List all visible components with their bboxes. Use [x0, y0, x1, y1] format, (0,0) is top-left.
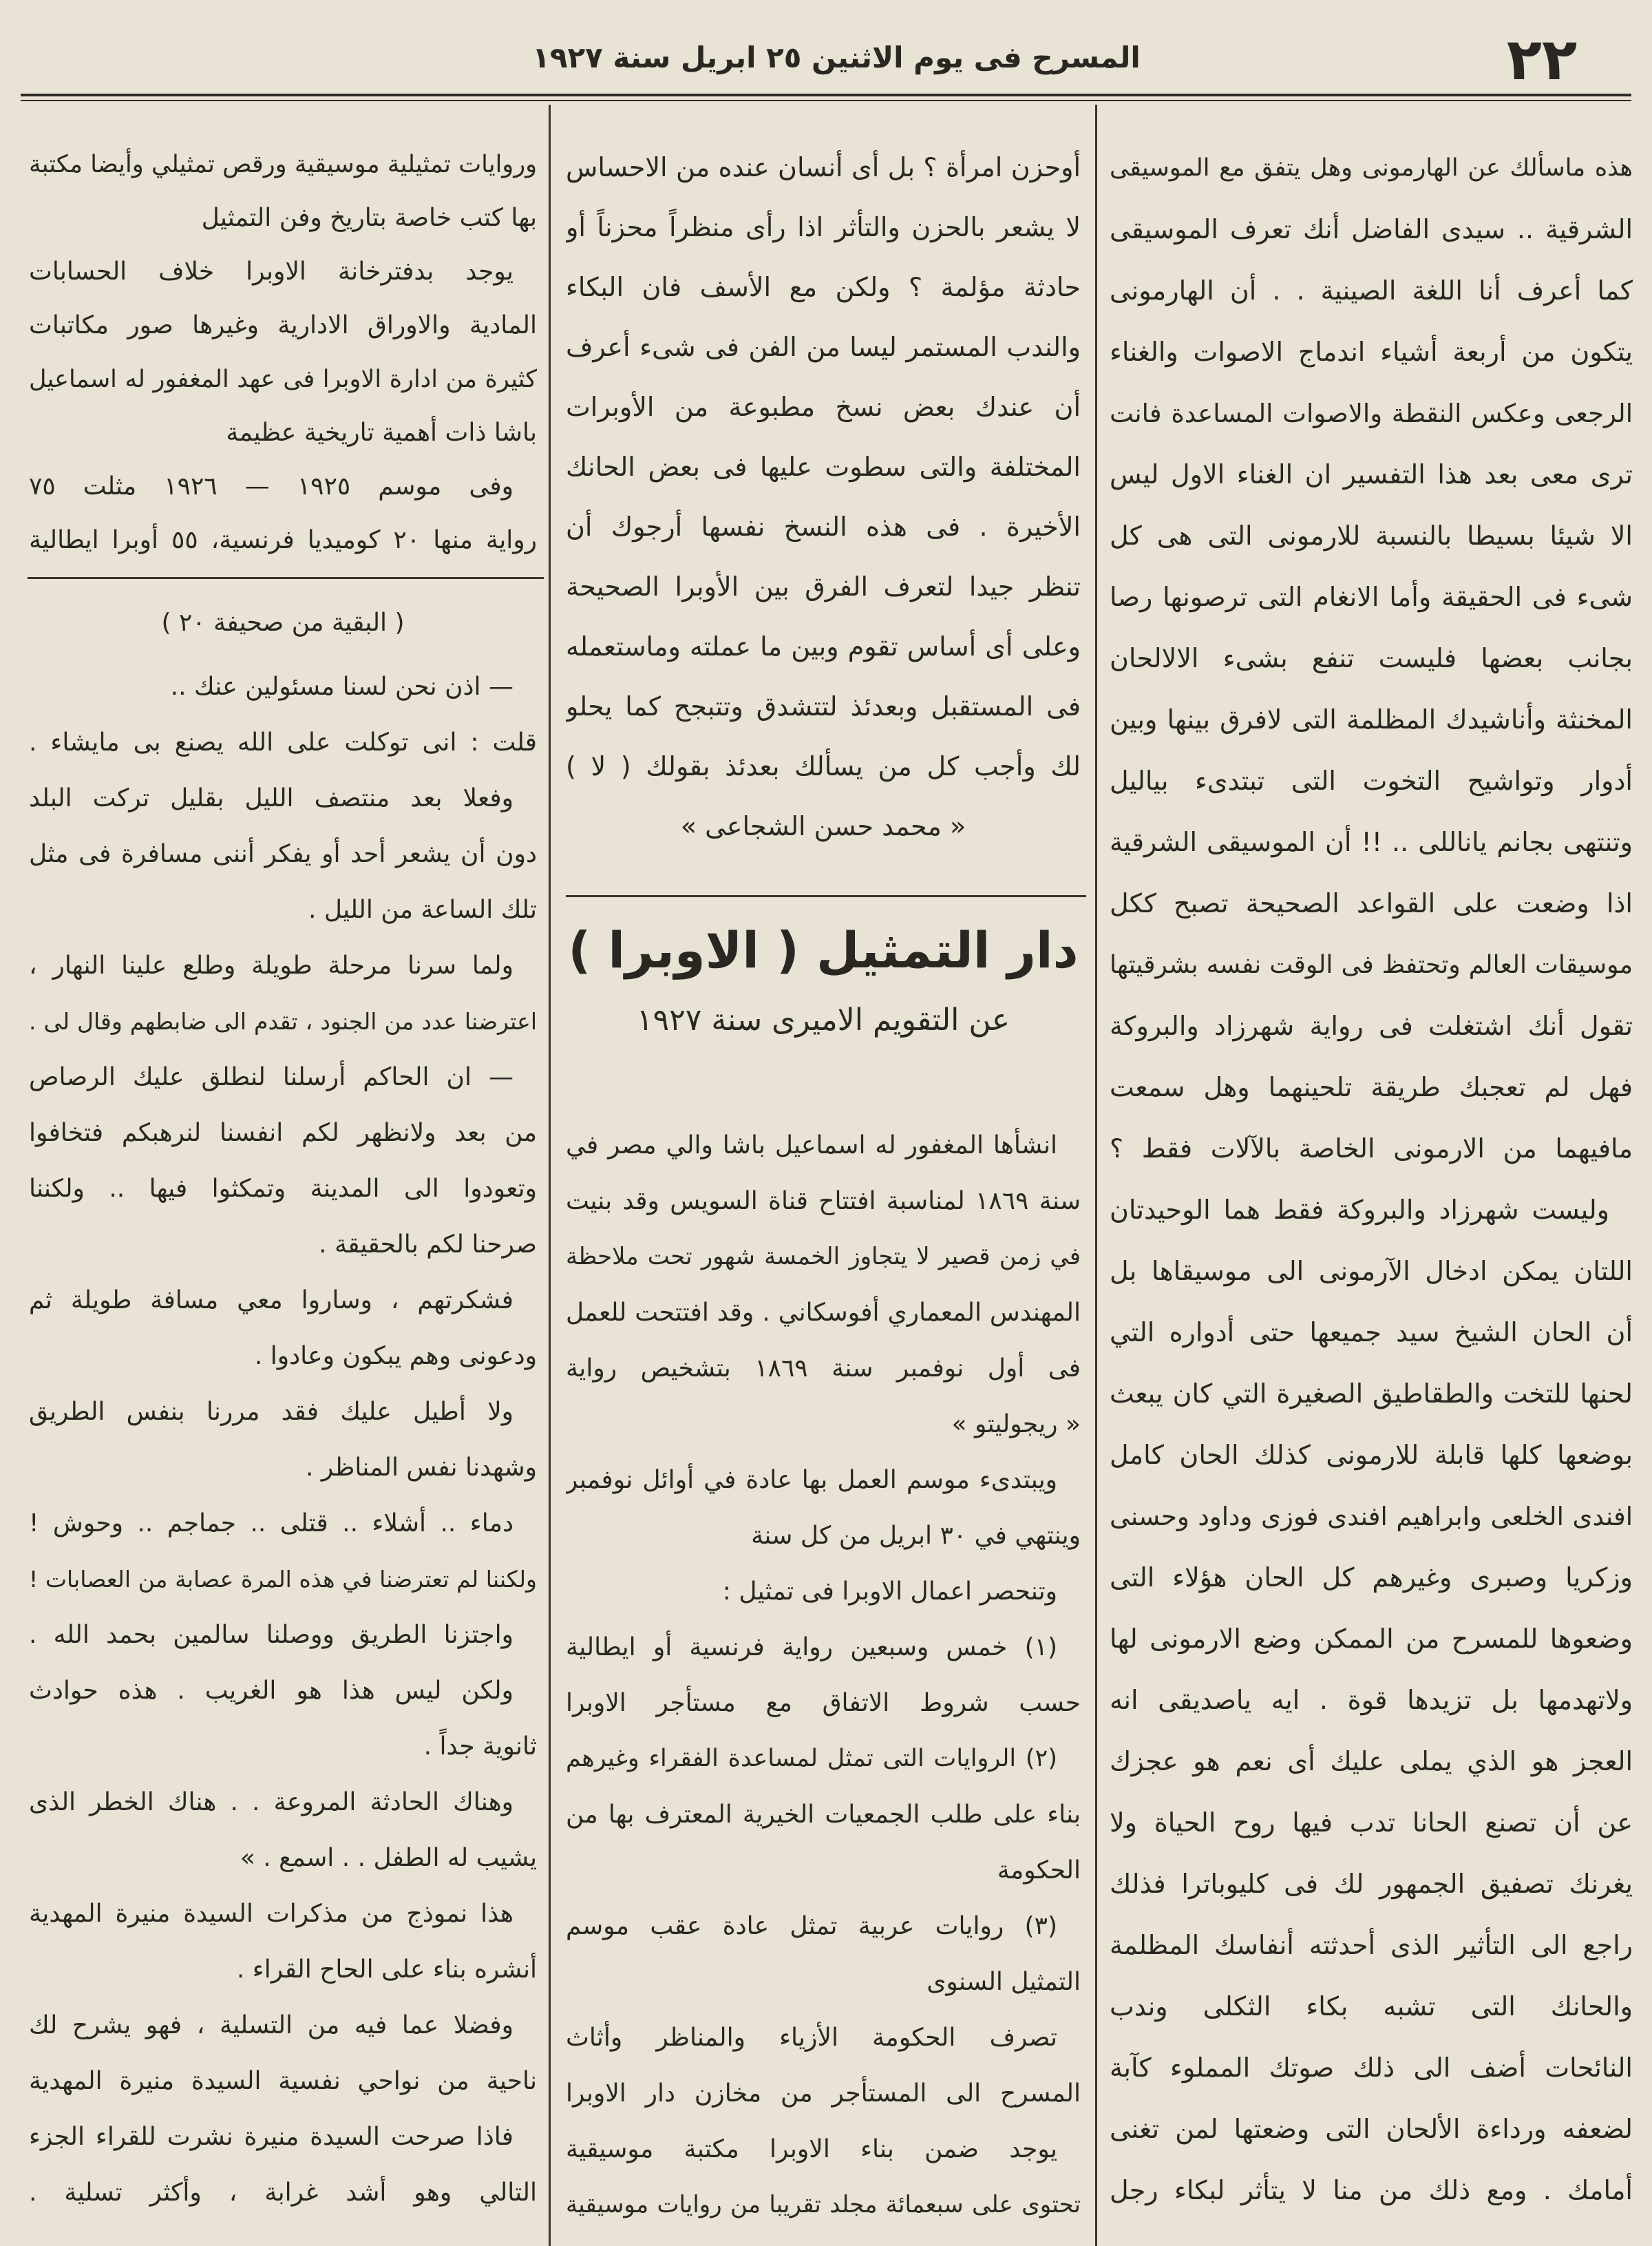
article-line: بناء على طلب الجمعيات الخيرية المعترف بها من — [566, 1801, 1081, 1829]
article-line: التمثيل السنوى — [926, 1968, 1081, 1996]
article-line: الا شيئا بسيطا بالنسبة للارمونى التى هى كل — [1110, 521, 1633, 551]
article-line: تحتوى على سبعمائة مجلد تقريبا من روايات موسيقية — [566, 2191, 1081, 2218]
article-line: فهل لم تعجبك طريقة تلحينهما وهل سمعت — [1110, 1072, 1633, 1102]
article-line: يوجد ضمن بناء الاوبرا مكتبة موسيقية — [566, 2135, 1057, 2163]
article-line: في زمن قصير لا يتجاوز الخمسة شهور تحت ملاحظة — [566, 1243, 1081, 1270]
article-line: النائحات أضف الى ذلك صوتك المملوء كآبة — [1110, 2053, 1633, 2083]
article-line: وتنحصر اعمال الاوبرا فى تمثيل : — [722, 1577, 1057, 1606]
article-line: المختلفة والتى سطوت عليها فى بعض الحانك — [566, 452, 1081, 482]
article-line: لحنها للتخت والطقاطيق الصغيرة التي كان يبعث — [1110, 1378, 1633, 1409]
article-line: وزكريا وصبرى وغيرهم كل الحان هؤلاء التى — [1110, 1562, 1633, 1593]
newspaper-header-title: المسرح فى يوم الاثنين ٢٥ ابريل سنة ١٩٢٧ — [532, 41, 1141, 74]
continued-from-note: ( البقية من صحيفة ٢٠ ) — [161, 609, 405, 637]
article-line: الحكومة — [997, 1856, 1081, 1885]
article-line: دون أن يشعر أحد أو يفكر أننى مسافرة فى مثل — [29, 840, 537, 868]
article-line: لا يشعر بالحزن والتأثر اذا رأى منظراً محزناً أو — [566, 212, 1081, 242]
article-line: وينتهي في ٣٠ ابريل من كل سنة — [751, 1522, 1081, 1550]
article-line: تلك الساعة من الليل . — [308, 896, 537, 924]
article-line: لضعفه ورداءة الألحان التى وضعتها لمن تغنى — [1110, 2114, 1633, 2144]
article-line: بها كتب خاصة بتاريخ وفن التمثيل — [201, 204, 537, 232]
article-line: — ان الحاكم أرسلنا لنطلق عليك الرصاص — [29, 1063, 513, 1091]
article-line: المادية والاوراق الادارية وغيرها صور مكاتبات — [29, 311, 537, 339]
article-line: التالي وهو أشد غرابة ، وأكثر تسلية . — [29, 2179, 537, 2207]
article-line: ترى معى بعد هذا التفسير ان الغناء الاول ليس — [1110, 459, 1633, 490]
header-double-rule — [21, 94, 1631, 101]
article-line: سنة ١٨٦٩ لمناسبة افتتاح قناة السويس وقد بنيت — [566, 1187, 1081, 1215]
article-line: وعلى أى أساس تقوم وبين ما عملته وماستعمله — [566, 631, 1081, 662]
article-line: باشا ذات أهمية تاريخية عظيمة — [226, 419, 537, 447]
article-line: ويبتدىء موسم العمل بها عادة في أوائل نوفمبر — [566, 1466, 1057, 1494]
article-line: المسرح الى المستأجر من مخازن دار الاوبرا — [566, 2079, 1081, 2108]
article-line: ولاتهدمها بل تزيدها قوة . ايه ياصديقى انه — [1110, 1685, 1633, 1715]
article-line: وفى موسم ١٩٢٥ — ١٩٢٦ مثلت ٧٥ — [29, 472, 513, 501]
article-line: فشكرتهم ، وساروا معي مسافة طويلة ثم — [29, 1286, 513, 1314]
continuation-note-box — [29, 596, 537, 651]
article-line: يوجد بدفترخانة الاوبرا خلاف الحسابات — [29, 258, 513, 286]
article-line: حسب شروط الاتفاق مع مستأجر الاوبرا — [566, 1689, 1081, 1717]
article-line: — اذن نحن لسنا مسئولين عنك .. — [170, 673, 513, 701]
article-line: المهندس المعماري أفوسكاني . وقد افتتحت للعمل — [566, 1299, 1081, 1327]
article-line: (٢) الروايات التى تمثل لمساعدة الفقراء وغيرهم — [566, 1745, 1057, 1772]
article-line: الأخيرة . فى هذه النسخ نفسها أرجوك أن — [566, 512, 1081, 542]
article-line: ودعونى وهم يبكون وعادوا . — [254, 1342, 537, 1370]
article-line: « ريجوليتو » — [951, 1410, 1081, 1438]
article-line: وشهدنا نفس المناظر . — [305, 1453, 537, 1482]
article-line: أنشره بناء على الحاح القراء . — [236, 1955, 537, 1984]
page-number: ٢٢ — [1506, 25, 1578, 93]
article-line: صرحنا لكم بالحقيقة . — [319, 1230, 537, 1259]
article-line: فى أول نوفمبر سنة ١٨٦٩ بتشخيص رواية — [566, 1354, 1081, 1383]
article-line: فى المستقبل وبعدئذ لتتشدق وتتبجح كما يحلو — [566, 691, 1081, 722]
article-line: انشأها المغفور له اسماعيل باشا والي مصر في — [566, 1131, 1057, 1159]
article-line: وتعودوا الى المدينة وتمكثوا فيها .. ولكننا — [29, 1175, 537, 1203]
article-line: ناحية من نواحي نفسية السيدة منيرة المهدية — [29, 2067, 537, 2095]
article-line: رواية منها ٢٠ كوميديا فرنسية، ٥٥ أوبرا ايطالية — [29, 526, 537, 554]
article-line: (٣) روايات عربية تمثل عادة عقب موسم — [566, 1912, 1057, 1940]
article-line: يغرنك تصفيق الجمهور لك فى كليوباترا فذلك — [1110, 1869, 1633, 1899]
article-line: والندب المستمر ليسا من الفن فى شىء أعرف — [566, 332, 1081, 362]
article-line: حادثة مؤلمة ؟ ولكن مع الأسف فان البكاء — [566, 272, 1081, 302]
article-line: بوضعها كلها قابلة للارمونى كذلك الحان كامل — [1110, 1440, 1633, 1470]
article-line: اللتان يمكن ادخال الآرمونى الى موسيقاها بل — [1110, 1256, 1633, 1286]
article-line: تقول أنك اشتغلت فى رواية شهرزاد والبروكة — [1110, 1011, 1633, 1041]
article-line: يتكون من أربعة أشياء اندماج الاصوات والغناء — [1110, 337, 1633, 367]
left-column-memoirs — [29, 659, 537, 2221]
article-line: العجز هو الذي يملى عليك أى نعم هو عجزك — [1110, 1746, 1633, 1776]
article-line: هذا نموذج من مذكرات السيدة منيرة المهدية — [29, 1900, 513, 1928]
article-line: عن أن تصنع الحانا تدب فيها روح الحياة ولا — [1110, 1807, 1633, 1838]
article-line: وفضلا عما فيه من التسلية ، فهو يشرح لك — [29, 2011, 513, 2039]
article-line: أن الحان الشيخ سيد جميعها حتى أدواره التي — [1110, 1317, 1633, 1347]
article-line: ولما سرنا مرحلة طويلة وطلع علينا النهار ، — [29, 952, 513, 980]
article-line: كما أعرف أنا اللغة الصينية . . أن الهارمونى — [1110, 275, 1633, 306]
article-line: تصرف الحكومة الأزياء والمناظر وأثاث — [566, 2024, 1057, 2052]
column-divider-left — [549, 105, 551, 2246]
author-signature: « محمد حسن الشجاعى » — [680, 811, 966, 841]
article-line: دماء .. أشلاء .. قتلى .. جماجم .. وحوش ! — [29, 1509, 513, 1537]
article-line: لك وأجب كل من يسألك بعدئذ بقولك ( لا ) — [566, 751, 1081, 781]
article-line: (١) خمس وسبعين رواية فرنسية أو ايطالية — [566, 1633, 1057, 1661]
article-line: ولكن ليس هذا هو الغريب . هذه حوادث — [29, 1677, 513, 1705]
article-line: شىء فى الحقيقة وأما الانغام التى ترصونها رصا — [1110, 582, 1633, 612]
article-line: اعترضنا عدد من الجنود ، تقدم الى ضابطهم وقال لى . — [29, 1008, 537, 1035]
article-line: الرجعى وعكس النقطة والاصوات المساعدة فانت — [1110, 399, 1633, 428]
article-line: هذه ماسألك عن الهارمونى وهل يتفق مع الموسيقى — [1110, 154, 1633, 182]
article-line: وليست شهرزاد والبروكة فقط هما الوحيدتان — [1110, 1195, 1609, 1225]
article-line: ولكننا لم تعترضنا في هذه المرة عصابة من العصابات ! — [29, 1566, 537, 1593]
article-line: اذا وضعت على القواعد الصحيحة تصبح ككل — [1110, 888, 1633, 919]
article-line: أمامك . ومع ذلك من منا لا يتأثر لبكاء رجل — [1110, 2175, 1633, 2205]
article-line: يشيب له الطفل . . اسمع . » — [240, 1844, 537, 1872]
column-divider-right — [1095, 105, 1097, 2246]
article-line: بجانب بعضها فليست تنفع بشىء الالالحان — [1110, 643, 1633, 673]
article-line: وفعلا بعد منتصف الليل بقليل تركت البلد — [29, 784, 513, 812]
article-line: مافيهما من الارمونى الخاصة بالآلات فقط ؟ — [1110, 1133, 1633, 1164]
opera-article-body — [566, 1117, 1081, 2233]
article-line: فاذا صرحت السيدة منيرة نشرت للقراء الجزء — [29, 2123, 513, 2151]
article-line: واجتزنا الطريق ووصلنا سالمين بحمد الله . — [29, 1621, 513, 1649]
article-line: تنظر جيدا لتعرف الفرق بين الأوبرا الصحيحة — [566, 571, 1081, 602]
article-line: افندى الخلعى وابراهيم افندى فوزى وداود وحسنى — [1110, 1502, 1633, 1531]
opera-article-title: دار التمثيل ( الاوبرا ) — [568, 921, 1079, 979]
article-line: والحانك التى تشبه بكاء الثكلى وندب — [1110, 1991, 1633, 2022]
section-divider-middle — [566, 895, 1086, 897]
opera-heading — [566, 907, 1081, 1048]
article-line: الشرقية .. سيدى الفاضل أنك تعرف الموسيقى — [1110, 214, 1633, 244]
article-line: وهناك الحادثة المروعة . . هناك الخطر الذى — [29, 1788, 513, 1816]
left-column-opera-continued — [29, 138, 537, 567]
article-line: من بعد ولانظهر لكم انفسنا لنرهبكم فتخافوا — [29, 1119, 537, 1147]
opera-article-subtitle: عن التقويم الاميرى سنة ١٩٢٧ — [636, 1003, 1010, 1038]
article-line: موسيقات العالم وتحتفظ فى الوقت نفسه بشرقيتها — [1110, 951, 1633, 979]
article-line: وروايات تمثيلية موسيقية ورقص تمثيلي وأيضا مكتبة — [29, 151, 537, 178]
article-line: المخنثة وأناشيدك المظلمة التى لافرق بينها وبين — [1110, 704, 1633, 735]
middle-column-letter — [566, 138, 1081, 857]
article-line: أدوار وتواشيح التخوت التى تبتدىء بياليل — [1110, 766, 1633, 796]
article-line: وتنتهى بجانم ياناللى .. !! أن الموسيقى الشرقية — [1110, 827, 1633, 857]
article-line: راجع الى التأثير الذى أحدثته أنفاسك المظلمة — [1110, 1930, 1633, 1960]
article-line: كثيرة من ادارة الاوبرا فى عهد المغفور له اسماعيل — [29, 366, 537, 393]
article-line: قلت : انى توكلت على الله يصنع بى مايشاء . — [29, 728, 537, 757]
right-column — [1110, 138, 1633, 2221]
article-line: أوحزن امرأة ؟ بل أى أنسان عنده من الاحساس — [566, 152, 1081, 182]
article-line: ثانوية جداً . — [423, 1732, 537, 1761]
article-line: وضعوها للمسرح من الممكن وضع الارمونى لها — [1110, 1624, 1633, 1654]
article-line: أن عندك بعض نسخ مطبوعة من الأوبرات — [566, 392, 1081, 422]
article-line: ولا أطيل عليك فقد مررنا بنفس الطريق — [29, 1398, 513, 1426]
section-divider-left — [28, 577, 544, 579]
